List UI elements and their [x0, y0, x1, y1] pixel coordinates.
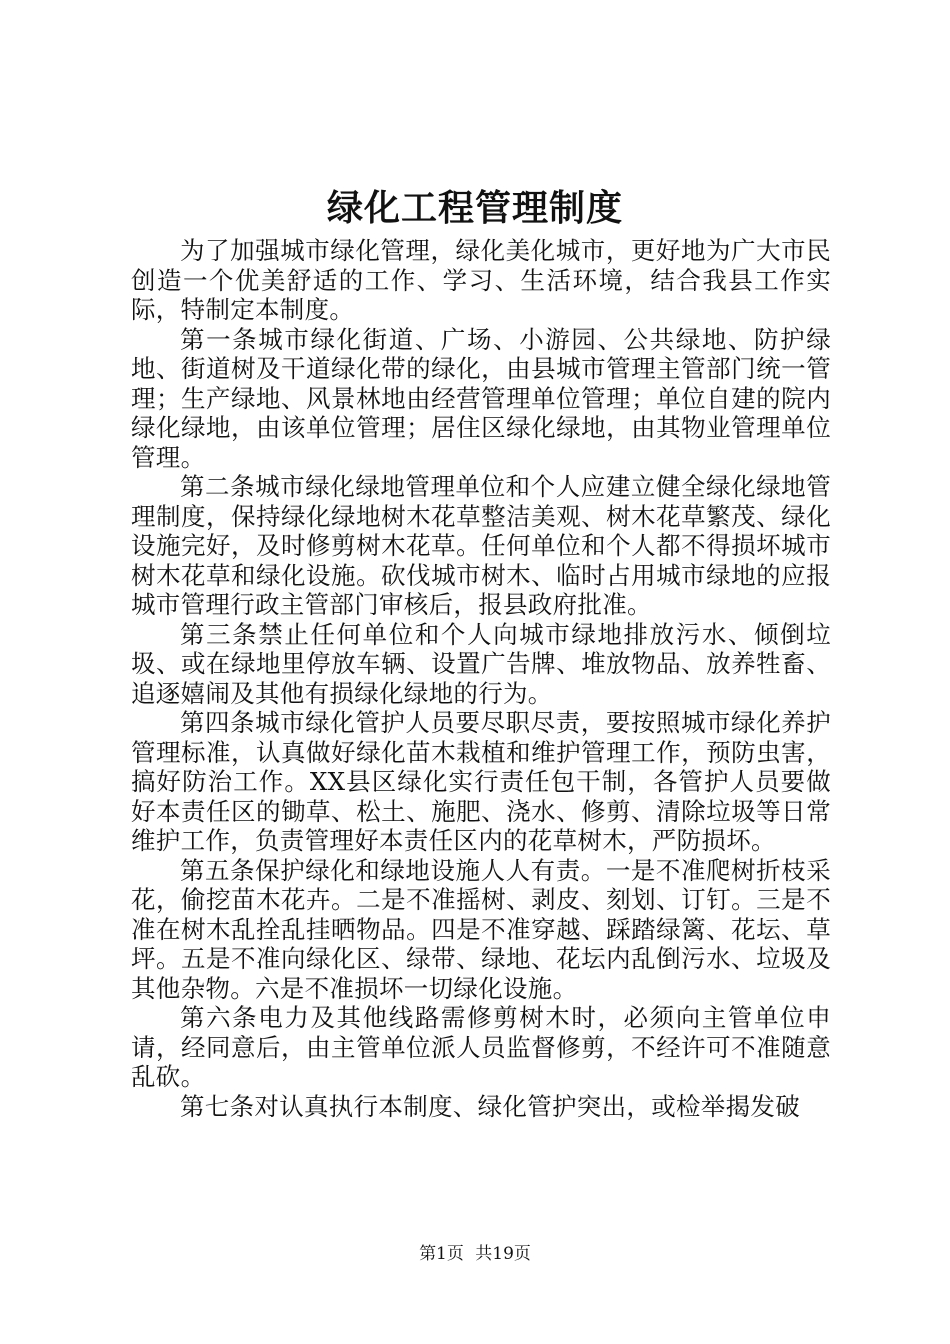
page-number: 第1页 [419, 1244, 464, 1264]
document-title: 绿化工程管理制度 [326, 187, 623, 229]
paragraph-intro: 为了加强城市绿化管理，绿化美化城市，更好地为广大市民创造一个优美舒适的工作、学习、生活环境，结合我县工作实际，特制定本制度。 [131, 236, 831, 324]
paragraph-article-5: 第五条保护绿化和绿地设施人人有责。一是不准爬树折枝采花，偷挖苗木花卉。二是不准摇树、剥皮、刻划、订钉。三是不准在树木乱拴乱挂晒物品。四是不准穿越、踩踏绿篱、花坛、草坪。五是不准向绿化区、绿带、绿地、花坛内乱倒污水、垃圾及其他杂物。六是不准损坏一切绿化设施。 [131, 855, 831, 1003]
document-body [131, 236, 831, 1121]
paragraph-article-3: 第三条禁止任何单位和个人向城市绿地排放污水、倾倒垃圾、或在绿地里停放车辆、设置广告牌、堆放物品、放养牲畜、追逐嬉闹及其他有损绿化绿地的行为。 [131, 619, 831, 708]
paragraph-article-2: 第二条城市绿化绿地管理单位和个人应建立健全绿化绿地管理制度，保持绿化绿地树木花草整洁美观、树木花草繁茂、绿化设施完好，及时修剪树木花草。任何单位和个人都不得损坏城市树木花草和绿化设施。砍伐城市树木、临时占用城市绿地的应报城市管理行政主管部门审核后，报县政府批准。 [131, 472, 831, 619]
page-count: 共19页 [475, 1244, 531, 1264]
paragraph-article-1: 第一条城市绿化街道、广场、小游园、公共绿地、防护绿地、街道树及干道绿化带的绿化，由县城市管理主管部门统一管理；生产绿地、风景林地由经营管理单位管理；单位自建的院内绿化绿地，由该单位管理；居住区绿化绿地，由其物业管理单位管理。 [131, 324, 831, 472]
paragraph-article-7: 第七条对认真执行本制度、绿化管护突出，或检举揭发破 [180, 1091, 800, 1121]
page-footer [0, 1242, 950, 1266]
paragraph-article-6: 第六条电力及其他线路需修剪树木时，必须向主管单位申请，经同意后，由主管单位派人员监督修剪，不经许可不准随意乱砍。 [131, 1003, 831, 1091]
paragraph-article-4: 第四条城市绿化管护人员要尽职尽责，要按照城市绿化养护管理标准，认真做好绿化苗木栽植和维护管理工作，预防虫害，搞好防治工作。XX县区绿化实行责任包干制，各管护人员要做好本责任区的锄草、松土、施肥、浇水、修剪、清除垃圾等日常维护工作，负责管理好本责任区内的花草树木，严防损坏。 [131, 708, 831, 855]
